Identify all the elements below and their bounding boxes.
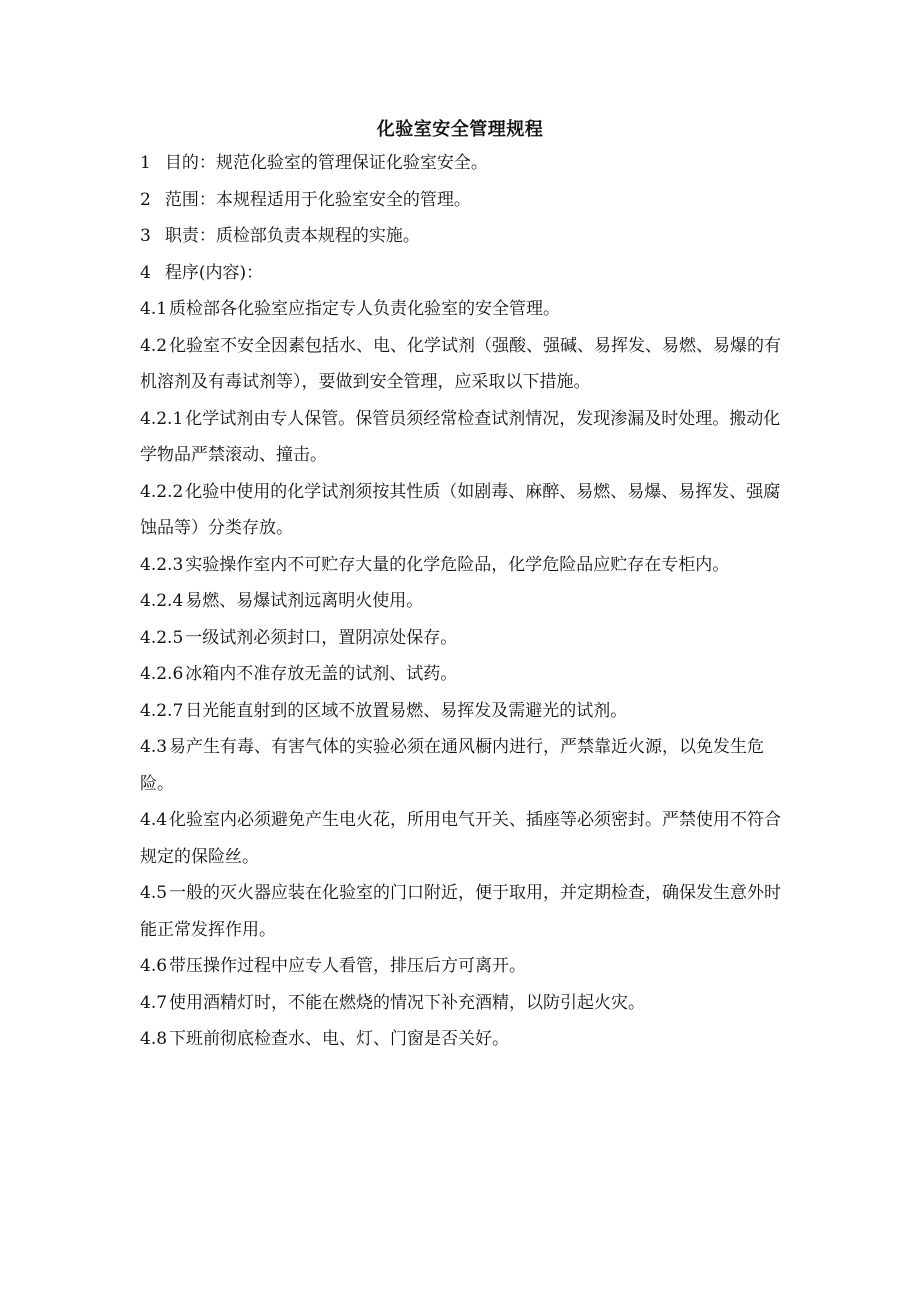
clause-number: 4.2.3 — [140, 554, 184, 575]
clause-number: 4.1 — [140, 299, 168, 319]
clause-item — [140, 291, 790, 328]
clause-item — [140, 474, 790, 547]
clause-item — [140, 620, 790, 657]
clause-text: 使用酒精灯时，不能在燃烧的情况下补充酒精，以防引起火灾。 — [169, 992, 646, 1013]
clause-item — [140, 693, 790, 730]
section-text: 目的：规范化验室的管理保证化验室安全。 — [164, 153, 488, 173]
clause-item — [140, 985, 790, 1022]
section-number: 2 — [140, 189, 151, 210]
section-item — [140, 255, 790, 292]
clause-number: 4.3 — [140, 737, 168, 757]
clause-item — [140, 875, 790, 948]
clause-item — [140, 547, 790, 584]
clause-text: 化学试剂由专人保管。保管员须经常检查试剂情况，发现渗漏及时处理。搬动化学物品严禁滚动、撞击。 — [140, 408, 781, 465]
clause-number: 4.2.1 — [140, 408, 184, 429]
clause-text: 冰箱内不准存放无盖的试剂、试药。 — [185, 664, 458, 684]
clause-number: 4.6 — [140, 956, 168, 976]
clause-item — [140, 802, 790, 875]
clause-text: 易燃、易爆试剂远离明火使用。 — [185, 591, 424, 611]
clause-text: 下班前彻底检查水、电、灯、门窗是否关好。 — [169, 1029, 510, 1049]
clause-number: 4.7 — [140, 992, 168, 1013]
clause-item — [140, 1021, 790, 1058]
clause-number: 4.4 — [140, 810, 168, 830]
section-text: 职责：质检部负责本规程的实施。 — [164, 226, 420, 246]
clause-item — [140, 729, 790, 802]
clause-text: 化验室内必须避免产生电火花，所用电气开关、插座等必须密封。严禁使用不符合规定的保险丝。 — [140, 810, 782, 867]
clause-number: 4.8 — [140, 1029, 168, 1049]
clause-text: 日光能直射到的区域不放置易燃、易挥发及需避光的试剂。 — [185, 700, 628, 721]
clause-number: 4.2.7 — [140, 700, 184, 721]
section-item — [140, 182, 790, 219]
clause-text: 质检部各化验室应指定专人负责化验室的安全管理。 — [169, 299, 561, 319]
section-number: 3 — [140, 226, 151, 246]
document-body — [140, 145, 790, 1058]
clause-number: 4.2 — [140, 335, 168, 356]
clause-item — [140, 328, 790, 401]
clause-text: 易产生有毒、有害气体的实验必须在通风橱内进行，严禁靠近火源，以免发生危险。 — [140, 737, 765, 794]
clause-number: 4.2.5 — [140, 627, 184, 648]
section-number: 1 — [140, 153, 151, 173]
clause-text: 带压操作过程中应专人看管，排压后方可离开。 — [169, 956, 527, 976]
document-title: 化验室安全管理规程 — [376, 119, 544, 140]
clause-text: 化验室不安全因素包括水、电、化学试剂（强酸、强碱、易挥发、易燃、易爆的有机溶剂及有毒试剂等），要做到安全管理，应采取以下措施。 — [140, 335, 782, 392]
clause-item — [140, 401, 790, 474]
section-text: 范围：本规程适用于化验室安全的管理。 — [164, 189, 471, 210]
clause-text: 一级试剂必须封口，置阴凉处保存。 — [185, 627, 458, 648]
section-item — [140, 218, 790, 255]
clause-number: 4.5 — [140, 883, 168, 903]
section-number: 4 — [140, 262, 151, 283]
clause-number: 4.2.6 — [140, 664, 184, 684]
section-item — [140, 145, 790, 182]
clause-number: 4.2.2 — [140, 481, 184, 502]
clause-text: 一般的灭火器应装在化验室的门口附近，便于取用，并定期检查，确保发生意外时能正常发挥作用。 — [140, 883, 782, 940]
section-text: 程序(内容)： — [164, 262, 264, 283]
clause-item — [140, 583, 790, 620]
clause-text: 实验操作室内不可贮存大量的化学危险品，化学危险品应贮存在专柜内。 — [185, 554, 730, 575]
clause-item — [140, 656, 790, 693]
clause-item — [140, 948, 790, 985]
clause-text: 化验中使用的化学试剂须按其性质（如剧毒、麻醉、易燃、易爆、易挥发、强腐蚀品等）分类存放。 — [140, 481, 781, 538]
clause-number: 4.2.4 — [140, 591, 184, 611]
